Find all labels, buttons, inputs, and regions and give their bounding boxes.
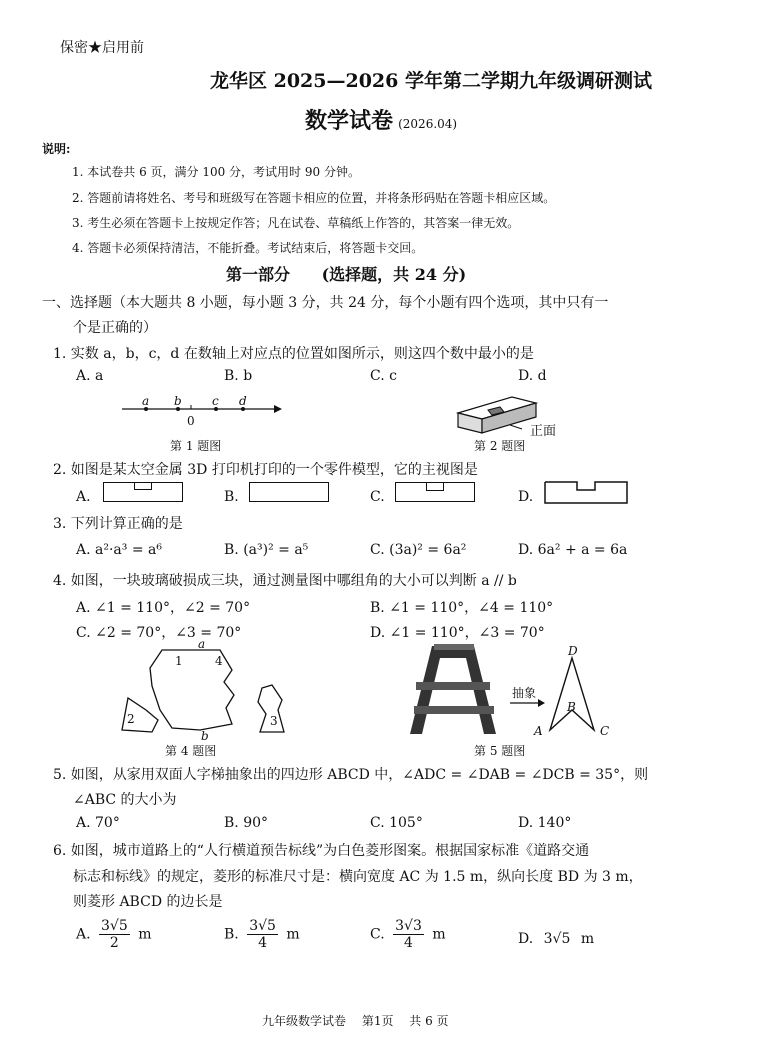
q6-option-b-num: 3√5 — [249, 918, 276, 934]
exam-title: 龙华区 2025—2026 学年第二学期九年级调研测试 — [210, 70, 652, 92]
q2-fig-caption: 第 2 题图 — [474, 439, 526, 453]
note-2: 2. 答题前请将姓名、考号和班级写在答题卡相应的位置，并将条形码贴在答题卡相应区域。 — [72, 191, 556, 205]
front-label: 正面 — [530, 424, 557, 439]
glass-angle-1: 1 — [175, 654, 183, 668]
note-3: 3. 考生必须在答题卡上按规定作答；凡在试卷、草稿纸上作答的，其答案一律无效。 — [72, 216, 520, 230]
q6-option-c-label: C. — [370, 926, 385, 943]
glass-angle-4: 4 — [215, 654, 223, 668]
q6-option-b — [224, 918, 300, 951]
q4-option-c: C. ∠2 = 70°，∠3 = 70° — [76, 625, 242, 641]
q3-option-a: A. a²·a³ = a⁶ — [76, 542, 162, 558]
q5-option-c: C. 105° — [370, 815, 423, 831]
point-c-label: C — [600, 724, 610, 738]
q6-option-a-num: 3√5 — [101, 918, 128, 934]
note-4: 4. 答题卡必须保持清洁，不能折叠。考试结束后，将答题卡交回。 — [72, 241, 424, 255]
q4-option-d: D. ∠1 = 110°，∠3 = 70° — [370, 625, 545, 641]
ladder-figure — [404, 642, 504, 742]
q6-option-c — [370, 918, 446, 951]
q2-option-c-notch — [426, 482, 444, 491]
page-footer: 九年级数学试卷 第1页 共 6 页 — [262, 1014, 449, 1028]
q6-option-a — [76, 918, 152, 951]
q2-option-b: B. — [224, 489, 239, 505]
notes-label: 说明: — [42, 142, 71, 156]
q6-option-a-label: A. — [76, 926, 91, 943]
q6-option-b-label: B. — [224, 926, 239, 943]
exam-subtitle: 数学试卷 — [305, 108, 394, 134]
q1-stem: 1. 实数 a，b，c，d 在数轴上对应点的位置如图所示，则这四个数中最小的是 — [53, 346, 534, 362]
q2-option-d: D. — [518, 489, 534, 505]
q3-option-c: C. (3a)² = 6a² — [370, 542, 467, 558]
q4-fig-caption: 第 4 题图 — [165, 744, 217, 758]
glass-angle-3: 3 — [270, 714, 278, 728]
q2-option-a: A. — [76, 489, 91, 505]
q5-stem-2: ∠ABC 的大小为 — [73, 792, 177, 808]
glass-label-a: a — [198, 637, 206, 651]
part-sub: (选择题，共 24 分) — [321, 265, 467, 284]
q3-option-d: D. 6a² + a = 6a — [518, 542, 628, 558]
q1-fig-caption: 第 1 题图 — [170, 439, 222, 453]
q6-option-b-den: 4 — [258, 935, 268, 951]
q6-option-d — [518, 931, 594, 947]
abstract-label: 抽象 — [512, 686, 537, 700]
point-b-label: B — [567, 700, 576, 714]
q6-option-a-unit: m — [138, 926, 152, 943]
q6-option-d-expr: 3√5 — [543, 931, 571, 947]
point-a-label: A — [534, 724, 543, 738]
part-title: 第一部分 — [226, 265, 291, 284]
q5-fig-caption: 第 5 题图 — [474, 744, 526, 758]
q3-option-b: B. (a³)² = a⁵ — [224, 542, 309, 558]
exam-subtitle-row — [305, 104, 457, 135]
point-d-label: D — [568, 644, 578, 658]
q2-stem: 2. 如图是某太空金属 3D 打印机打印的一个零件模型，它的主视图是 — [53, 462, 478, 478]
q4-option-b: B. ∠1 = 110°，∠4 = 110° — [370, 600, 554, 616]
glass-angle-2: 2 — [127, 712, 135, 726]
q6-option-d-unit: m — [580, 931, 595, 947]
q3-stem: 3. 下列计算正确的是 — [53, 516, 183, 532]
q6-option-c-num: 3√3 — [395, 918, 422, 934]
q2-option-c: C. — [370, 489, 385, 505]
q4-option-a: A. ∠1 = 110°，∠2 = 70° — [76, 600, 251, 616]
q2-option-a-notch — [134, 482, 152, 490]
q4-stem: 4. 如图，一块玻璃破损成三块，通过测量图中哪组角的大小可以判断 a // b — [53, 573, 517, 589]
q5-stem-1: 5. 如图，从家用双面人字梯抽象出的四边形 ABCD 中，∠ADC = ∠DAB = ∠DCB = 35°，则 — [53, 767, 649, 783]
exam-date: (2026.04) — [398, 117, 458, 131]
section-line-1: 一、选择题（本大题共 8 小题，每小题 3 分，共 24 分，每个小题有四个选项，其中只有一 — [42, 295, 609, 311]
q2-option-b-view — [249, 482, 329, 502]
axis-label-b: b — [174, 394, 182, 408]
part-model-figure — [452, 393, 542, 438]
note-1: 1. 本试卷共 6 页，满分 100 分，考试用时 90 分钟。 — [72, 165, 360, 179]
axis-label-a: a — [142, 394, 150, 408]
section-line-2: 个是正确的） — [73, 320, 157, 336]
glass-label-b: b — [201, 729, 209, 743]
q6-option-a-den: 2 — [109, 935, 119, 951]
q1-option-b: B. b — [224, 368, 253, 384]
axis-label-c: c — [212, 394, 219, 408]
q1-option-d: D. d — [518, 368, 547, 384]
q5-option-d: D. 140° — [518, 815, 572, 831]
q6-option-c-unit: m — [432, 926, 446, 943]
q2-option-d-view — [544, 481, 628, 505]
q1-option-a: A. a — [76, 368, 104, 384]
secret-label: 保密★启用前 — [60, 40, 144, 56]
q6-option-c-den: 4 — [404, 935, 413, 951]
q1-option-c: C. c — [370, 368, 397, 384]
q6-stem-2: 标志和标线》的规定，菱形的标准尺寸是：横向宽度 AC 为 1.5 m，纵向长度 BD 为 3 m， — [73, 869, 643, 885]
q6-option-d-label: D. — [518, 931, 534, 947]
part-heading — [226, 262, 466, 285]
q5-option-a: A. 70° — [76, 815, 120, 831]
axis-label-d: d — [239, 394, 247, 408]
q6-option-b-unit: m — [286, 926, 300, 943]
q6-stem-1: 6. 如图，城市道路上的“人行横道预告标线”为白色菱形图案。根据国家标准《道路交通 — [53, 843, 590, 859]
axis-zero: 0 — [187, 414, 195, 428]
q5-option-b: B. 90° — [224, 815, 269, 831]
q6-stem-3: 则菱形 ABCD 的边长是 — [73, 894, 223, 910]
